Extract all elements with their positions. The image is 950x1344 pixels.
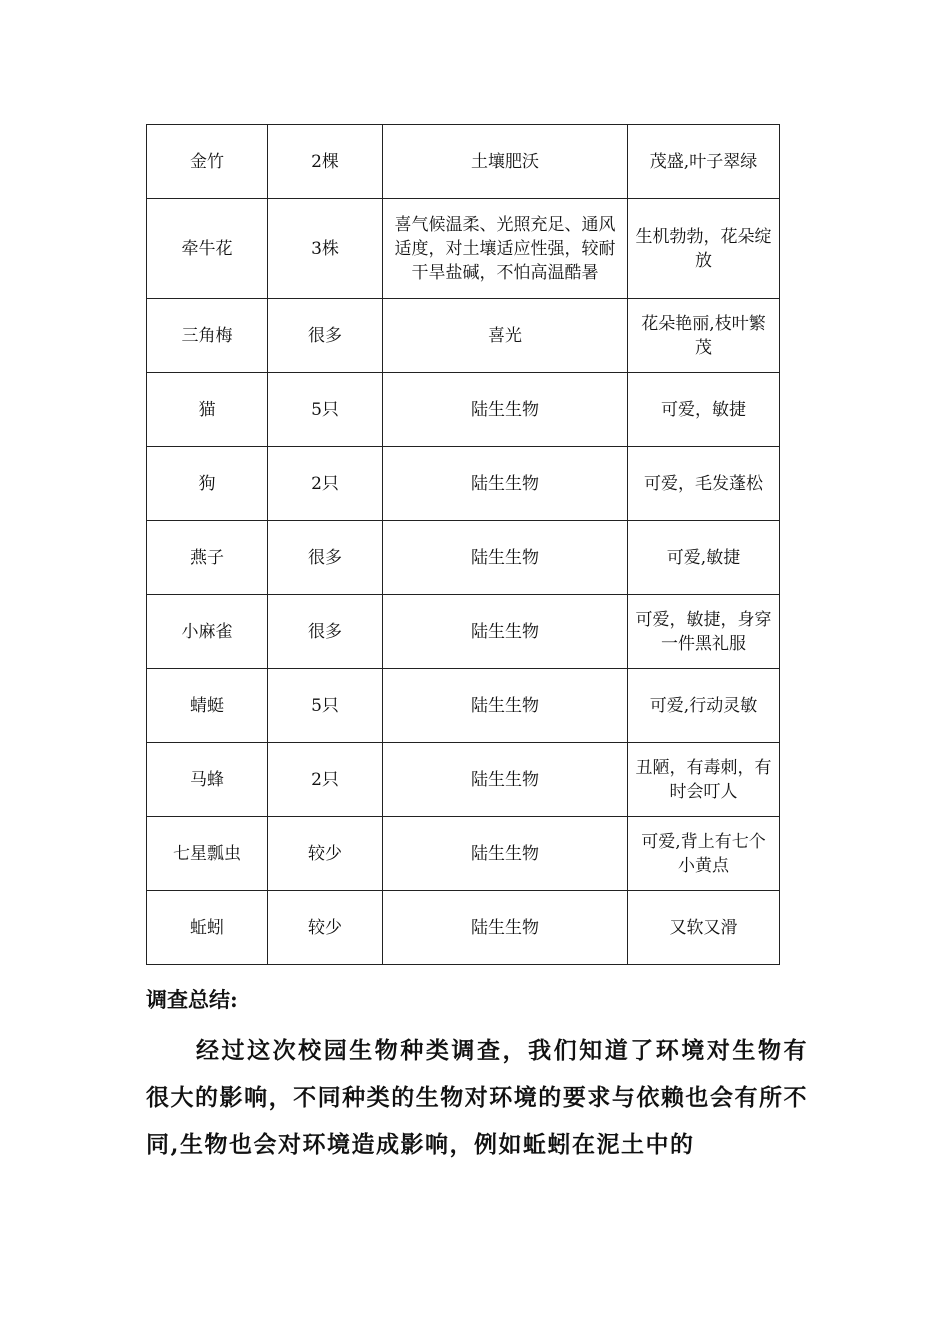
organism-name: 蚯蚓	[147, 891, 268, 965]
table-row	[147, 669, 780, 743]
organism-name: 牵牛花	[147, 199, 268, 299]
table-row	[147, 521, 780, 595]
organism-environment: 陆生生物	[383, 521, 628, 595]
organism-feature: 可爱，毛发蓬松	[628, 447, 780, 521]
organism-feature: 丑陋，有毒刺，有时会叮人	[628, 743, 780, 817]
organism-name: 狗	[147, 447, 268, 521]
organism-feature: 可爱,行动灵敏	[628, 669, 780, 743]
organism-environment: 喜光	[383, 299, 628, 373]
organism-count: 5只	[268, 373, 383, 447]
organism-feature: 生机勃勃，花朵绽放	[628, 199, 780, 299]
organism-name: 燕子	[147, 521, 268, 595]
organism-environment: 土壤肥沃	[383, 125, 628, 199]
table-row	[147, 891, 780, 965]
organism-feature: 茂盛,叶子翠绿	[628, 125, 780, 199]
organism-name: 蜻蜓	[147, 669, 268, 743]
organism-environment: 陆生生物	[383, 447, 628, 521]
organism-count: 3株	[268, 199, 383, 299]
organism-count: 2棵	[268, 125, 383, 199]
organism-feature: 可爱，敏捷	[628, 373, 780, 447]
organism-count: 很多	[268, 521, 383, 595]
summary-heading: 调查总结:	[146, 987, 238, 1012]
organism-environment: 陆生生物	[383, 743, 628, 817]
organism-feature: 花朵艳丽,枝叶繁茂	[628, 299, 780, 373]
summary-paragraph: 经过这次校园生物种类调查，我们知道了环境对生物有很大的影响，不同种类的生物对环境的要求与依赖也会有所不同,生物也会对环境造成影响，例如蚯蚓在泥土中的	[146, 1037, 808, 1158]
organism-environment: 陆生生物	[383, 891, 628, 965]
organism-name: 金竹	[147, 125, 268, 199]
organism-count: 较少	[268, 817, 383, 891]
organism-feature: 可爱,背上有七个小黄点	[628, 817, 780, 891]
organism-name: 三角梅	[147, 299, 268, 373]
organism-name: 七星瓢虫	[147, 817, 268, 891]
organism-count: 很多	[268, 595, 383, 669]
organism-count: 很多	[268, 299, 383, 373]
organism-environment: 陆生生物	[383, 817, 628, 891]
table-row	[147, 817, 780, 891]
organism-feature: 可爱，敏捷，身穿一件黑礼服	[628, 595, 780, 669]
organism-feature: 可爱,敏捷	[628, 521, 780, 595]
organism-environment: 陆生生物	[383, 669, 628, 743]
table-row	[147, 373, 780, 447]
table-row	[147, 125, 780, 199]
organism-environment: 陆生生物	[383, 373, 628, 447]
organism-name: 小麻雀	[147, 595, 268, 669]
table-row	[147, 743, 780, 817]
organism-feature: 又软又滑	[628, 891, 780, 965]
organism-environment: 陆生生物	[383, 595, 628, 669]
table-row	[147, 595, 780, 669]
organism-environment: 喜气候温柔、光照充足、通风适度，对土壤适应性强，较耐干旱盐碱，不怕高温酷暑	[383, 199, 628, 299]
organism-count: 5只	[268, 669, 383, 743]
organism-name: 马蜂	[147, 743, 268, 817]
survey-table	[146, 124, 780, 965]
organism-name: 猫	[147, 373, 268, 447]
table-row	[147, 447, 780, 521]
organism-count: 2只	[268, 447, 383, 521]
organism-count: 2只	[268, 743, 383, 817]
organism-count: 较少	[268, 891, 383, 965]
table-row	[147, 199, 780, 299]
table-row	[147, 299, 780, 373]
